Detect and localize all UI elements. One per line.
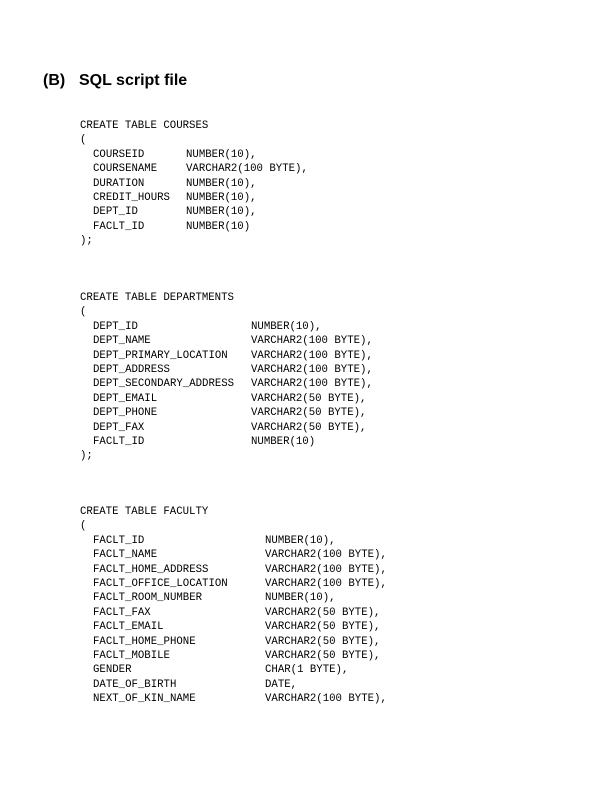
column-type: VARCHAR2(100 BYTE), — [251, 378, 373, 391]
column-definition — [80, 392, 373, 406]
column-type: VARCHAR2(100 BYTE), — [265, 693, 387, 706]
column-definition — [80, 563, 387, 577]
column-definition — [80, 591, 387, 605]
column-type: NUMBER(10), — [186, 177, 257, 190]
column-definition — [80, 692, 387, 706]
column-definition — [80, 177, 308, 191]
column-definition — [80, 421, 373, 435]
column-type: VARCHAR2(100 BYTE), — [251, 363, 373, 376]
column-type: VARCHAR2(100 BYTE), — [265, 563, 387, 576]
column-definition — [80, 205, 308, 219]
column-type: NUMBER(10), — [186, 191, 257, 204]
column-definition — [80, 534, 387, 548]
column-name: DEPT_PHONE — [93, 407, 158, 420]
column-name: FACLT_ID — [93, 534, 145, 547]
close-paren: ); — [80, 450, 93, 463]
section-number: (B) — [43, 72, 66, 89]
open-paren: ( — [80, 306, 87, 319]
column-type: NUMBER(10), — [186, 206, 257, 219]
column-type: NUMBER(10), — [251, 320, 322, 333]
column-type: VARCHAR2(50 BYTE), — [265, 649, 381, 662]
column-name: DEPT_ID — [93, 206, 138, 219]
column-definition — [80, 320, 373, 334]
column-definition — [80, 349, 373, 363]
column-name: FACLT_ID — [93, 435, 145, 448]
column-name: FACLT_HOME_PHONE — [93, 635, 196, 648]
column-type: VARCHAR2(100 BYTE), — [186, 163, 308, 176]
section-heading — [43, 72, 187, 90]
column-type: NUMBER(10), — [186, 148, 257, 161]
column-type: NUMBER(10), — [265, 534, 336, 547]
section-title: SQL script file — [79, 72, 188, 89]
column-definition — [80, 148, 308, 162]
column-type: VARCHAR2(50 BYTE), — [265, 621, 381, 634]
column-definition — [80, 548, 387, 562]
column-type: VARCHAR2(100 BYTE), — [265, 577, 387, 590]
close-paren: ); — [80, 235, 93, 248]
column-name: FACLT_FAX — [93, 606, 151, 619]
column-definition — [80, 577, 387, 591]
column-name: DURATION — [93, 177, 145, 190]
column-name: FACLT_MOBILE — [93, 649, 170, 662]
column-type: VARCHAR2(50 BYTE), — [265, 606, 381, 619]
column-definition — [80, 162, 308, 176]
column-definition — [80, 220, 308, 234]
column-definition — [80, 649, 387, 663]
column-definition — [80, 606, 387, 620]
column-name: FACLT_EMAIL — [93, 621, 164, 634]
column-name: DEPT_SECONDARY_ADDRESS — [93, 378, 235, 391]
column-definition — [80, 334, 373, 348]
column-definition — [80, 191, 308, 205]
column-name: CREDIT_HOURS — [93, 191, 170, 204]
column-type: VARCHAR2(50 BYTE), — [251, 421, 367, 434]
column-definition — [80, 678, 387, 692]
column-name: DATE_OF_BIRTH — [93, 678, 177, 691]
column-type: VARCHAR2(50 BYTE), — [251, 407, 367, 420]
create-table-statement: CREATE TABLE FACULTY — [80, 506, 209, 518]
column-type: CHAR(1 BYTE), — [265, 664, 349, 677]
open-paren: ( — [80, 520, 87, 533]
column-name: DEPT_PRIMARY_LOCATION — [93, 349, 228, 362]
column-type: DATE, — [265, 678, 298, 691]
column-definition — [80, 435, 373, 449]
column-name: DEPT_ADDRESS — [93, 363, 170, 376]
sql-create-faculty — [80, 505, 387, 706]
column-name: GENDER — [93, 664, 132, 677]
column-name: FACLT_HOME_ADDRESS — [93, 563, 209, 576]
column-name: FACLT_ID — [93, 220, 145, 233]
column-definition — [80, 406, 373, 420]
column-type: VARCHAR2(100 BYTE), — [251, 349, 373, 362]
column-name: COURSENAME — [93, 163, 158, 176]
column-definition — [80, 635, 387, 649]
column-type: VARCHAR2(100 BYTE), — [265, 549, 387, 562]
open-paren: ( — [80, 134, 87, 147]
column-name: FACLT_NAME — [93, 549, 158, 562]
sql-create-courses — [80, 119, 308, 249]
column-name: COURSEID — [93, 148, 145, 161]
column-definition — [80, 663, 387, 677]
create-table-statement: CREATE TABLE COURSES — [80, 120, 209, 132]
column-definition — [80, 377, 373, 391]
column-definition — [80, 620, 387, 634]
column-name: NEXT_OF_KIN_NAME — [93, 693, 196, 706]
create-table-statement: CREATE TABLE DEPARTMENTS — [80, 292, 234, 304]
column-type: VARCHAR2(50 BYTE), — [251, 392, 367, 405]
column-type: VARCHAR2(50 BYTE), — [265, 635, 381, 648]
column-name: DEPT_NAME — [93, 335, 151, 348]
column-type: NUMBER(10) — [251, 435, 316, 448]
column-type: NUMBER(10) — [186, 220, 251, 233]
column-name: FACLT_OFFICE_LOCATION — [93, 577, 228, 590]
column-type: NUMBER(10), — [265, 592, 336, 605]
column-name: DEPT_EMAIL — [93, 392, 158, 405]
column-name: FACLT_ROOM_NUMBER — [93, 592, 203, 605]
column-name: DEPT_ID — [93, 320, 138, 333]
column-type: VARCHAR2(100 BYTE), — [251, 335, 373, 348]
sql-create-departments — [80, 291, 373, 464]
column-name: DEPT_FAX — [93, 421, 145, 434]
column-definition — [80, 363, 373, 377]
